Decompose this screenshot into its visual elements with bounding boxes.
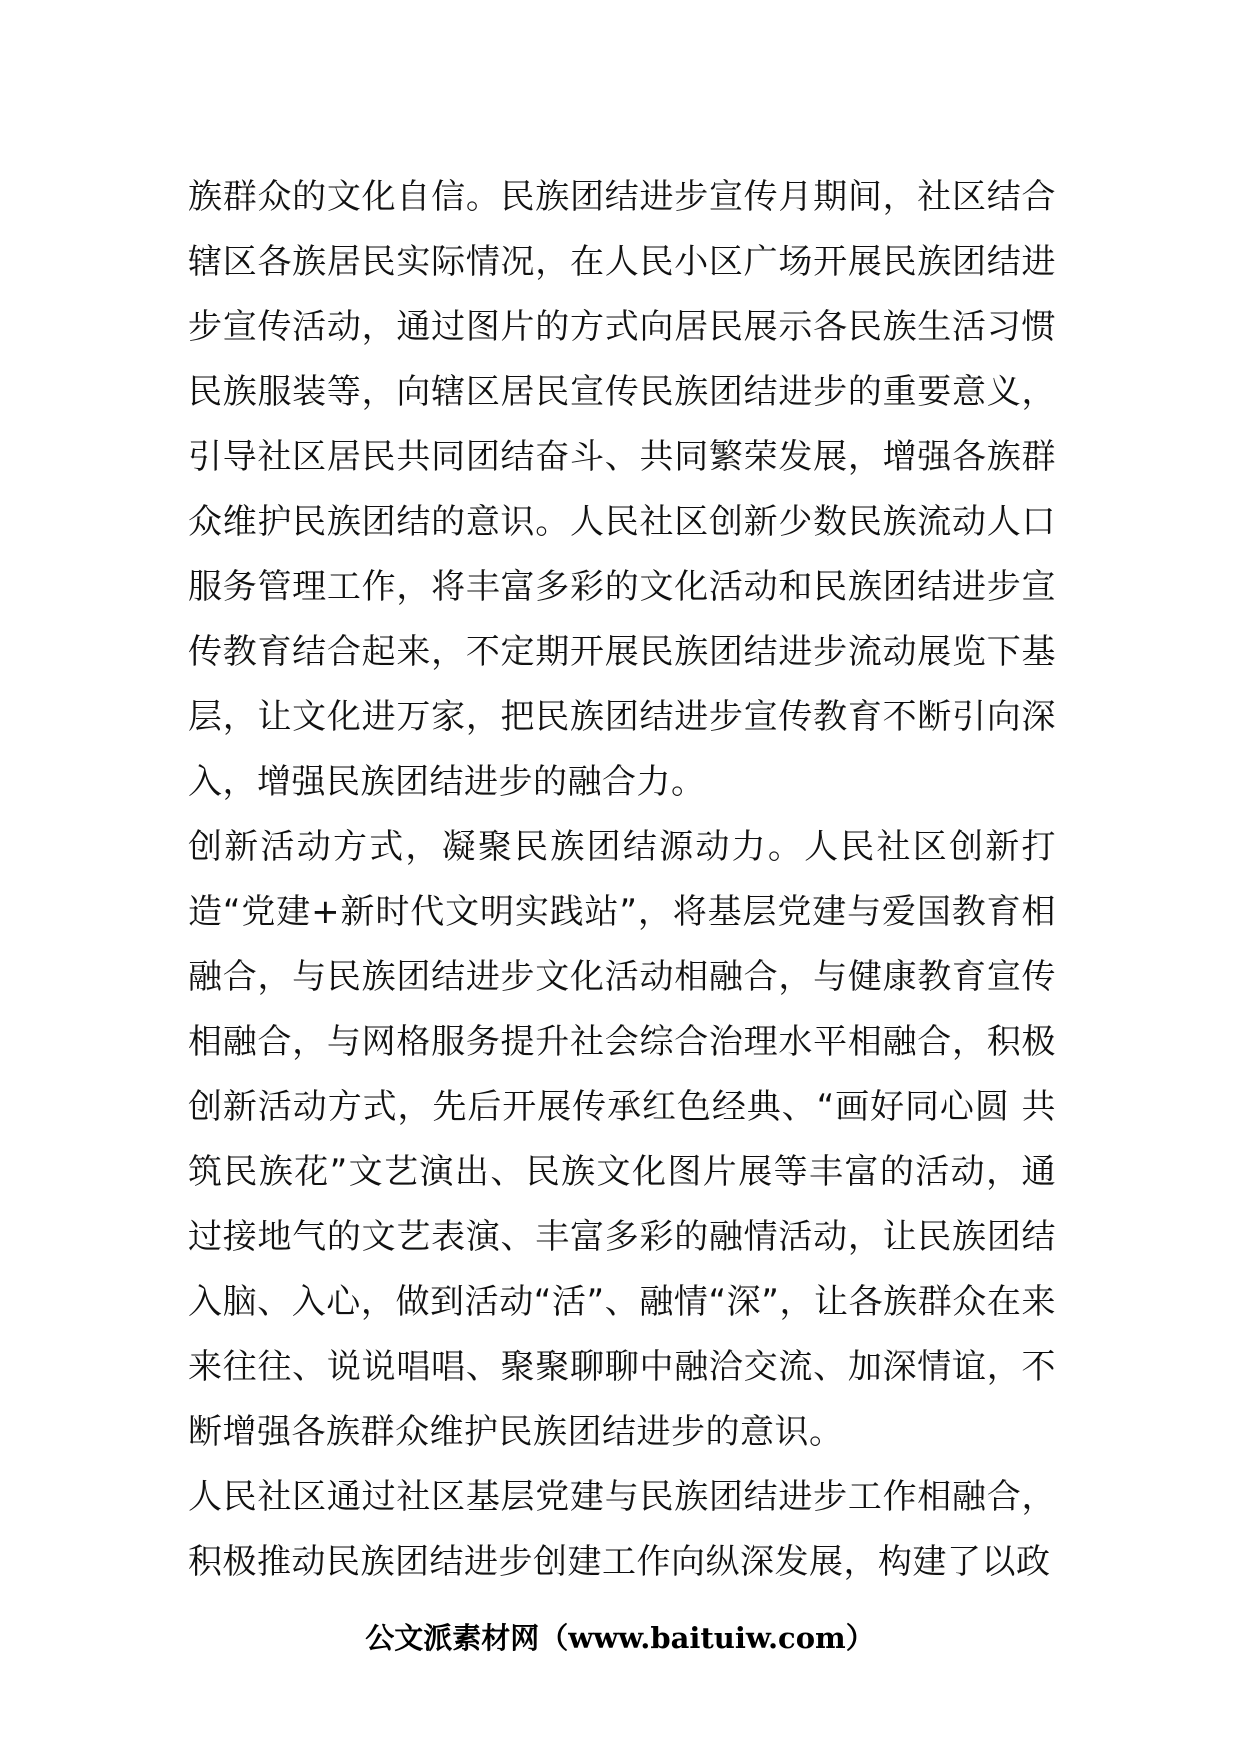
document-body [188, 165, 1056, 1595]
paragraph-1: 族群众的文化自信。民族团结进步宣传月期间，社区结合辖区各族居民实际情况，在人民小区广场开展民族团结进步宣传活动，通过图片的方式向居民展示各民族生活习惯民族服装等，向辖区居民宣传民族团结进步的重要意义，引导社区居民共同团结奋斗、共同繁荣发展，增强各族群众维护民族团结的意识。人民社区创新少数民族流动人口服务管理工作，将丰富多彩的文化活动和民族团结进步宣传教育结合起来，不定期开展民族团结进步流动展览下基层，让文化进万家，把民族团结进步宣传教育不断引向深入，增强民族团结进步的融合力。 [188, 177, 1056, 802]
page-footer-watermark: 公文派素材网（www.baituiw.com） [365, 1621, 875, 1655]
paragraph-2: 创新活动方式，凝聚民族团结源动力。人民社区创新打造“党建+新时代文明实践站”，将基层党建与爱国教育相融合，与民族团结进步文化活动相融合，与健康教育宣传相融合，与网格服务提升社会综合治理水平相融合，积极创新活动方式，先后开展传承红色经典、“画好同心圆 共筑民族花”文艺演出、民族文化图片展等丰富的活动，通过接地气的文艺表演、丰富多彩的融情活动，让民族团结入脑、入心，做到活动“活”、融情“深”，让各族群众在来来往往、说说唱唱、聚聚聊聊中融洽交流、加深情谊，不断增强各族群众维护民族团结进步的意识。 [188, 827, 1056, 1452]
paragraph-3: 人民社区通过社区基层党建与民族团结进步工作相融合，积极推动民族团结进步创建工作向纵深发展，构建了以政 [188, 1477, 1056, 1582]
